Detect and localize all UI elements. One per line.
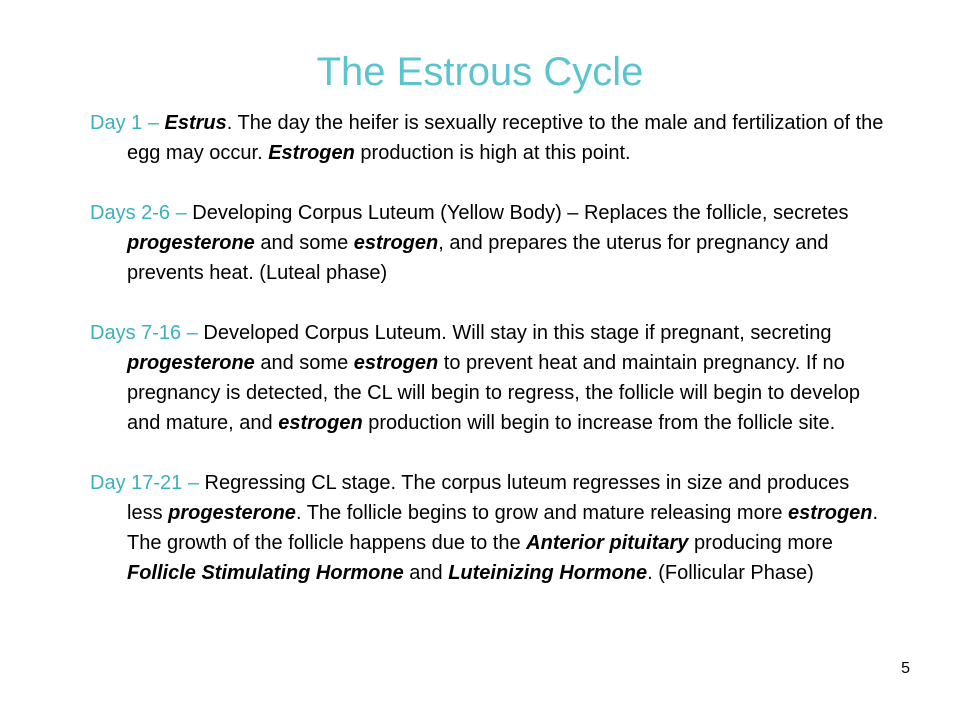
text-run: . (Follicular Phase) bbox=[647, 562, 814, 584]
paragraph-2 bbox=[90, 198, 890, 288]
emphasized-term: Estrogen bbox=[268, 142, 355, 164]
text-run: and some bbox=[254, 352, 354, 374]
day-label: Day 1 – bbox=[90, 112, 165, 134]
slide-title: The Estrous Cycle bbox=[316, 50, 644, 94]
text-run: . The follicle begins to grow and mature releasing more bbox=[295, 502, 789, 524]
text-run: production is high at this point. bbox=[354, 142, 631, 164]
paragraph-1 bbox=[90, 108, 890, 168]
emphasized-term: estrogen bbox=[788, 502, 873, 524]
emphasized-term: estrogen bbox=[353, 352, 439, 374]
emphasized-term: Anterior pituitary bbox=[526, 532, 689, 554]
day-label: Days 7-16 – bbox=[90, 322, 204, 344]
emphasized-term: estrogen bbox=[353, 232, 439, 254]
emphasized-term: Luteinizing Hormone bbox=[448, 562, 648, 584]
slide-body bbox=[90, 108, 890, 618]
paragraph-3 bbox=[90, 318, 890, 438]
paragraph-4 bbox=[90, 468, 890, 588]
text-run: , and prepares the uterus for pregnancy and prevents heat. (Luteal phase) bbox=[127, 232, 829, 284]
emphasized-term: Follicle Stimulating Hormone bbox=[127, 562, 404, 584]
text-run: Developed Corpus Luteum. Will stay in this stage if pregnant, secreting bbox=[203, 322, 832, 344]
page-number: 5 bbox=[901, 660, 910, 677]
text-run: and bbox=[403, 562, 449, 584]
text-run: Regressing CL stage. The corpus luteum regresses in size and produces less bbox=[127, 472, 850, 524]
text-run: to prevent heat and maintain pregnancy. If no pregnancy is detected, the CL will begin to regress, the follicle will begin to develop and mature, and bbox=[127, 352, 861, 434]
text-run: and some bbox=[254, 232, 354, 254]
emphasized-term: progesterone bbox=[127, 352, 255, 374]
text-run: Developing Corpus Luteum (Yellow Body) – Replaces the follicle, secretes bbox=[192, 202, 849, 224]
day-label: Days 2-6 – bbox=[90, 202, 193, 224]
text-run: . The growth of the follicle happens due to the bbox=[127, 502, 879, 554]
text-run: production will begin to increase from the follicle site. bbox=[362, 412, 836, 434]
emphasized-term: Estrus bbox=[164, 112, 227, 134]
text-run: . The day the heifer is sexually receptive to the male and fertilization of the egg may occur. bbox=[127, 112, 884, 164]
day-label: Day 17-21 – bbox=[90, 472, 205, 494]
emphasized-term: progesterone bbox=[168, 502, 296, 524]
emphasized-term: progesterone bbox=[127, 232, 255, 254]
emphasized-term: estrogen bbox=[278, 412, 363, 434]
text-run: producing more bbox=[688, 532, 833, 554]
